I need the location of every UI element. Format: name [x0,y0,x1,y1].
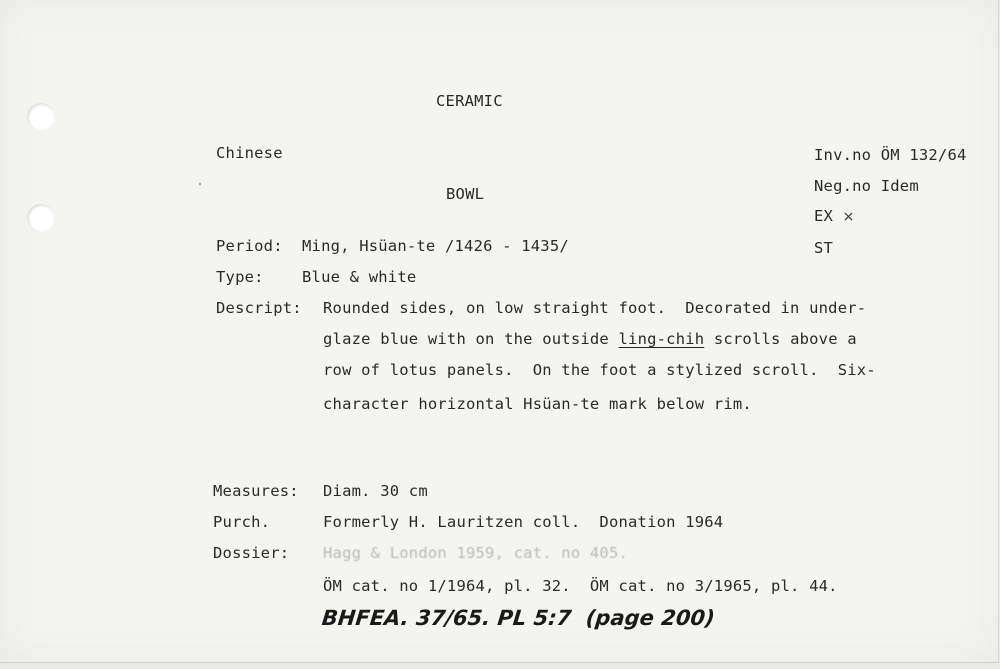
inventory-number: Inv.no ÖM 132/64 [814,146,967,164]
punch-hole-top [27,103,55,131]
description-line-4: character horizontal Hsüan-te mark below rim. [323,395,752,413]
paper-speck [199,183,201,185]
ex-text: EX [814,207,834,225]
period-label: Period: [216,237,283,255]
punch-hole-bottom [27,204,55,232]
description-line-2-end: scrolls above a [704,330,857,348]
description-line-1: Rounded sides, on low straight foot. Decorated in under- [323,299,867,317]
handwritten-reference: BHFEA. 37/65. PL 5:7 (page 200) [320,606,717,630]
dossier-line-2: ÖM cat. no 1/1964, pl. 32. ÖM cat. no 3/1965, pl. 44. [323,577,838,595]
dossier-label: Dossier: [213,544,290,562]
negative-number: Neg.no Idem [814,177,919,195]
type-label: Type: [216,268,264,286]
dossier-faded-line: Hagg & London 1959, cat. no 405. [323,544,629,562]
description-line-3: row of lotus panels. On the foot a stylized scroll. Six- [323,361,876,379]
description-line-2-start: glaze blue with on the outside [323,330,619,348]
check-mark-icon: × [842,209,855,225]
origin-text: Chinese [216,144,283,162]
description-label: Descript: [216,299,302,317]
card-header: CERAMIC [436,92,503,110]
purchase-value: Formerly H. Lauritzen coll. Donation 1964 [323,513,724,531]
description-line-2 [323,329,857,349]
period-value: Ming, Hsüan-te /1426 - 1435/ [302,237,569,255]
object-name: BOWL [446,185,485,203]
description-term: ling-chih [618,330,705,348]
st-label: ST [814,239,834,257]
purchase-label: Purch. [213,513,271,531]
measures-label: Measures: [213,482,299,500]
type-value: Blue & white [302,268,417,286]
measures-value: Diam. 30 cm [323,482,428,500]
ex-label [814,206,855,227]
